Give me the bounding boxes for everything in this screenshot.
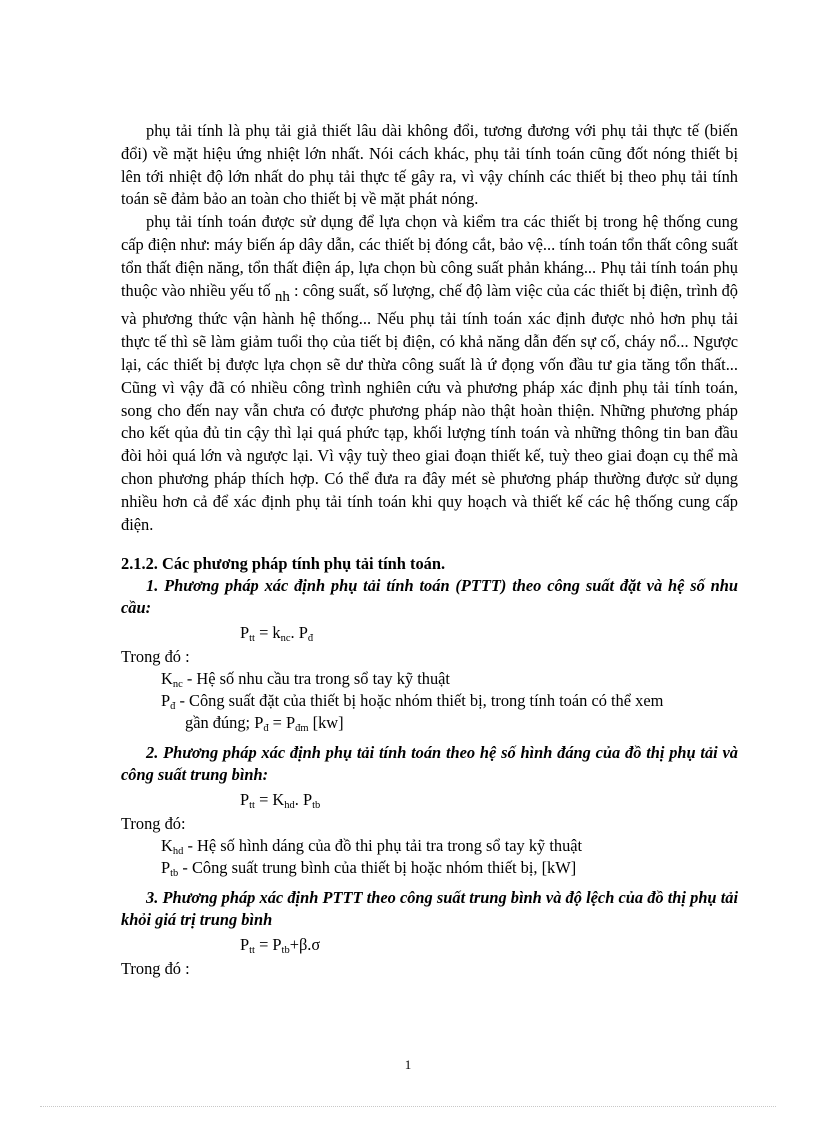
method-3-title: 3. Phương pháp xác định PTTT theo công suất trung bình và độ lệch của đồ thị phụ tải khỏi giá trị trung bình [121, 888, 738, 930]
method-1-title: 1. Phương pháp xác định phụ tải tính toán (PTTT) theo công suất đặt và hệ số nhu cầu: [121, 576, 738, 618]
subscript-nh: nh [274, 288, 290, 305]
method-3-where-label: Trong đó : [121, 959, 190, 979]
method-1-formula: $P_{tt} = k_{nc}$. $P_đ$ [240, 623, 314, 645]
intro-paragraph-1: phụ tải tính là phụ tải giả thiết lâu dài không đổi, tương đương với phụ tải thực tế (biến đổi) về mặt hiệu ứng nhiệt lớn nhất. Nói cách khác, phụ tải tính toán cũng đốt nóng thiết bị lên tới nhiệt độ lớn nhất do phụ tải thực tế gây ra, vì vậy chính các thiết bị theo phụ tải tính toán sẽ đảm bảo an toàn cho thiết bị về mặt phát nóng. [121, 121, 738, 209]
method-1-definition-pd: $P_đ$ - Công suất đặt của thiết bị hoặc nhóm thiết bị, trong tính toán có thể xem gần đúng; $P_đ = P_{đm}$ [kw] [161, 690, 738, 734]
method-2-where-label: Trong đó: [121, 814, 186, 834]
method-2-title: 2. Phương pháp xác định phụ tải tính toán theo hệ số hình đáng của đồ thị phụ tải và công suất trung bình: [121, 743, 738, 785]
method-3-formula: $P_{tt} = P_{tb}+\beta.\sigma$ [240, 935, 321, 957]
section-heading: 2.1.2. Các phương pháp tính phụ tải tính toán. [121, 554, 446, 574]
page-content [121, 120, 738, 980]
footer-divider [40, 1106, 776, 1107]
page-number: 1 [404, 1057, 412, 1072]
intro-paragraph-2-part-a: phụ tải tính toán được sử dụng để lựa chọn và kiểm tra các thiết bị trong hệ thống cung cấp điện như: máy biến áp dây dẫn, các thiết bị đóng cắt, bảo vệ... tính toán tổn thất công suất tổn thất điện năng, tổn thất điện áp, lựa chọn bù công suất phản kháng... Phụ tải tính toán phụ thuộc vào nhiều yếu tố [121, 212, 738, 300]
method-1-definition-knc: $K_{nc}$ - Hệ số nhu cầu tra trong sổ tay kỹ thuật [161, 669, 450, 691]
method-1-definition-pd-continuation: gần đúng; $P_đ = P_{đm}$ [kw] [185, 713, 344, 735]
method-1-where-label: Trong đó : [121, 647, 190, 667]
method-2-formula: $P_{tt} = K_{hd}$. $P_{tb}$ [240, 790, 321, 812]
intro-paragraph-2 [121, 211, 738, 536]
method-2-definition-khd: $K_{hd}$ - Hệ số hình dáng của đồ thi phụ tải tra trong sổ tay kỹ thuật [161, 836, 583, 858]
method-2-definition-ptb: $P_{tb}$ - Công suất trung bình của thiết bị hoặc nhóm thiết bị, [kW] [161, 858, 577, 880]
intro-paragraph-2-part-b: : công suất, số lượng, chế độ làm việc của các thiết bị điện, trình độ và phương thức vận hành hệ thống... Nếu phụ tải tính toán xác định được nhỏ hơn phụ tải thực tế thì sẽ làm giảm tuổi thọ của tiết bị điện, có khả năng dẫn đến sự cố, cháy nổ... Ngược lại, các thiết bị được lựa chọn sẽ dư thừa công suất là ứ đọng vốn đầu tư gia tăng tổn thất... Cũng vì vậy đã có nhiều công trình nghiên cứu và phương pháp xác định phụ tải tính toán, song cho đến nay vẫn chưa có được phương pháp nào thật hoàn thiện. Những phương pháp cho kết qủa đủ tin cậy thì lại quá phức tạp, khối lượng tính toán và những thông tin ban đầu đòi hỏi quá lớn và ngược lại. Vì vậy tuỳ theo giai đoạn thiết kế, tuỳ theo giai đoạn cụ thể mà chon phương pháp thích hợp. Có thể đưa ra đây mét sè phương pháp thường được sử dụng nhiều hơn cả để xác định phụ tải tính toán khi quy hoạch và thiết kế các hệ thống cung cấp điện. [121, 280, 738, 534]
